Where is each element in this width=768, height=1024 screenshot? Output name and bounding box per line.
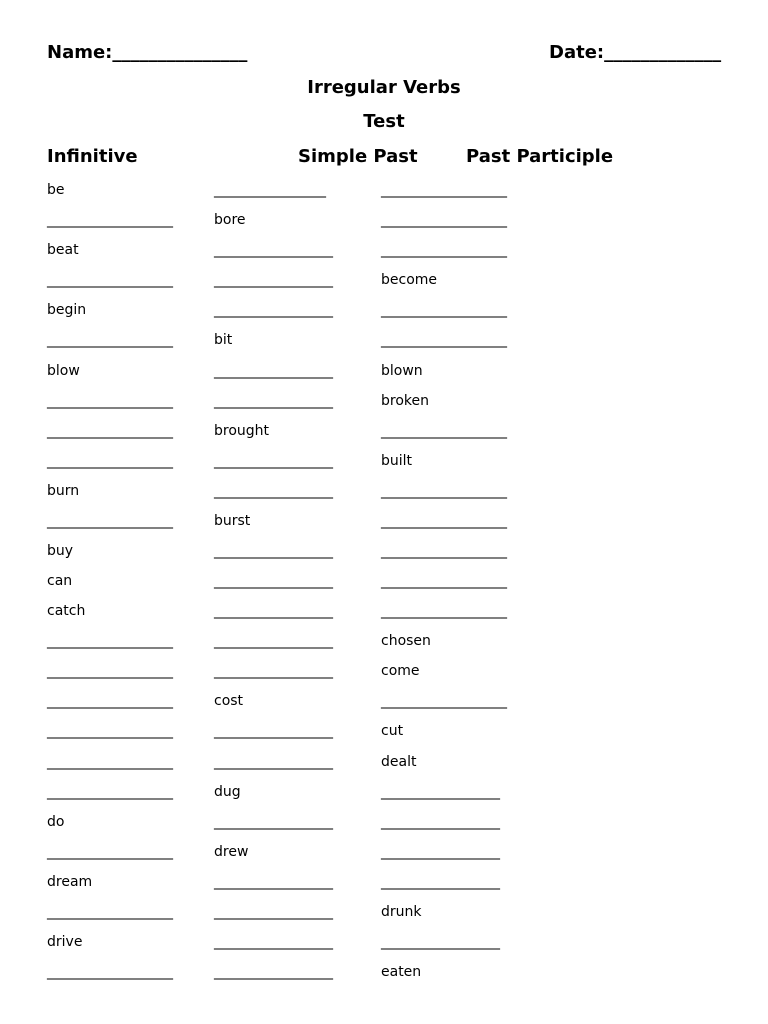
answer-blank: __________________ [381, 302, 507, 319]
column-header-past-participle: Past Participle [466, 146, 614, 167]
answer-blank: _________________ [381, 934, 500, 950]
column-header-simple-past: Simple Past [298, 146, 418, 167]
answer-blank: _________________ [214, 813, 333, 830]
infinitive-cell: dream [47, 873, 93, 890]
past-participle-cell: chosen [381, 633, 431, 650]
answer-blank: _________________ [381, 873, 500, 890]
answer-blank: __________________ [47, 964, 173, 981]
answer-blank: __________________ [381, 422, 507, 439]
past-participle-cell: eaten [381, 964, 422, 981]
past-participle-cell: built [381, 452, 413, 469]
answer-blank: __________________ [381, 332, 507, 349]
past-participle-cell: broken [381, 392, 429, 409]
simple-past-cell: burst [214, 512, 251, 529]
answer-blank: __________________ [47, 212, 173, 229]
answer-blank: _________________ [214, 362, 333, 379]
answer-blank: _________________ [214, 964, 333, 981]
date-field: Date:_____________ [549, 42, 722, 63]
simple-past-cell: bit [214, 332, 233, 349]
answer-blank: _________________ [214, 543, 333, 559]
answer-blank: __________________ [47, 903, 173, 920]
infinitive-cell: begin [47, 302, 87, 319]
answer-blank: _________________ [214, 723, 333, 740]
simple-past-cell: bore [214, 212, 246, 229]
answer-blank: __________________ [47, 332, 173, 349]
answer-blank: _________________ [214, 392, 333, 409]
answer-blank: __________________ [381, 543, 507, 559]
answer-blank: _________________ [214, 603, 333, 620]
answer-blank: __________________ [47, 272, 173, 289]
answer-blank: _________________ [214, 663, 333, 680]
answer-blank: __________________ [381, 573, 507, 589]
answer-blank: __________________ [47, 392, 173, 409]
past-participle-cell: dealt [381, 753, 417, 770]
infinitive-cell: drive [47, 934, 83, 950]
answer-blank: __________________ [47, 452, 173, 469]
answer-blank: _________________ [214, 242, 333, 259]
answer-blank: _________________ [214, 934, 333, 950]
answer-blank: __________________ [381, 693, 507, 710]
answer-blank: __________________ [47, 512, 173, 529]
answer-blank: _________________ [214, 633, 333, 650]
past-participle-cell: cut [381, 723, 404, 740]
answer-blank: __________________ [47, 723, 173, 740]
answer-blank: __________________ [47, 422, 173, 439]
simple-past-cell: cost [214, 693, 244, 710]
infinitive-cell: burn [47, 482, 80, 499]
infinitive-cell: do [47, 813, 65, 830]
name-field: Name:_______________ [47, 42, 248, 63]
past-participle-cell: come [381, 663, 420, 680]
answer-blank: __________________ [381, 482, 507, 499]
infinitive-cell: can [47, 573, 73, 589]
answer-blank: _________________ [214, 753, 333, 770]
simple-past-cell: brought [214, 422, 270, 439]
infinitive-cell: buy [47, 543, 74, 559]
simple-past-cell: dug [214, 783, 241, 800]
answer-blank: __________________ [381, 603, 507, 620]
infinitive-cell: beat [47, 242, 79, 259]
simple-past-cell: drew [214, 843, 249, 860]
answer-blank: __________________ [381, 212, 507, 229]
answer-blank: _________________ [214, 573, 333, 589]
answer-blank: _________________ [381, 843, 500, 860]
worksheet-subtitle: Test [363, 111, 405, 132]
answer-blank: __________________ [47, 843, 173, 860]
answer-blank: _________________ [214, 873, 333, 890]
answer-blank: __________________ [47, 663, 173, 680]
worksheet-title: Irregular Verbs [307, 77, 461, 98]
answer-blank: _________________ [214, 903, 333, 920]
answer-blank: _________________ [381, 813, 500, 830]
infinitive-cell: blow [47, 362, 80, 379]
answer-blank: __________________ [381, 512, 507, 529]
answer-blank: __________________ [381, 182, 507, 198]
past-participle-cell: blown [381, 362, 423, 379]
answer-blank: _________________ [214, 272, 333, 289]
infinitive-cell: catch [47, 603, 86, 620]
infinitive-cell: be [47, 182, 65, 198]
answer-blank: _________________ [214, 482, 333, 499]
answer-blank: __________________ [381, 242, 507, 259]
column-header-infinitive: Infinitive [47, 146, 138, 167]
past-participle-cell: drunk [381, 903, 422, 920]
answer-blank: _________________ [381, 783, 500, 800]
answer-blank: __________________ [47, 783, 173, 800]
answer-blank: __________________ [47, 633, 173, 650]
answer-blank: _________________ [214, 452, 333, 469]
answer-blank: ________________ [214, 182, 326, 198]
answer-blank: __________________ [47, 693, 173, 710]
past-participle-cell: become [381, 272, 438, 289]
answer-blank: _________________ [214, 302, 333, 319]
answer-blank: __________________ [47, 753, 173, 770]
